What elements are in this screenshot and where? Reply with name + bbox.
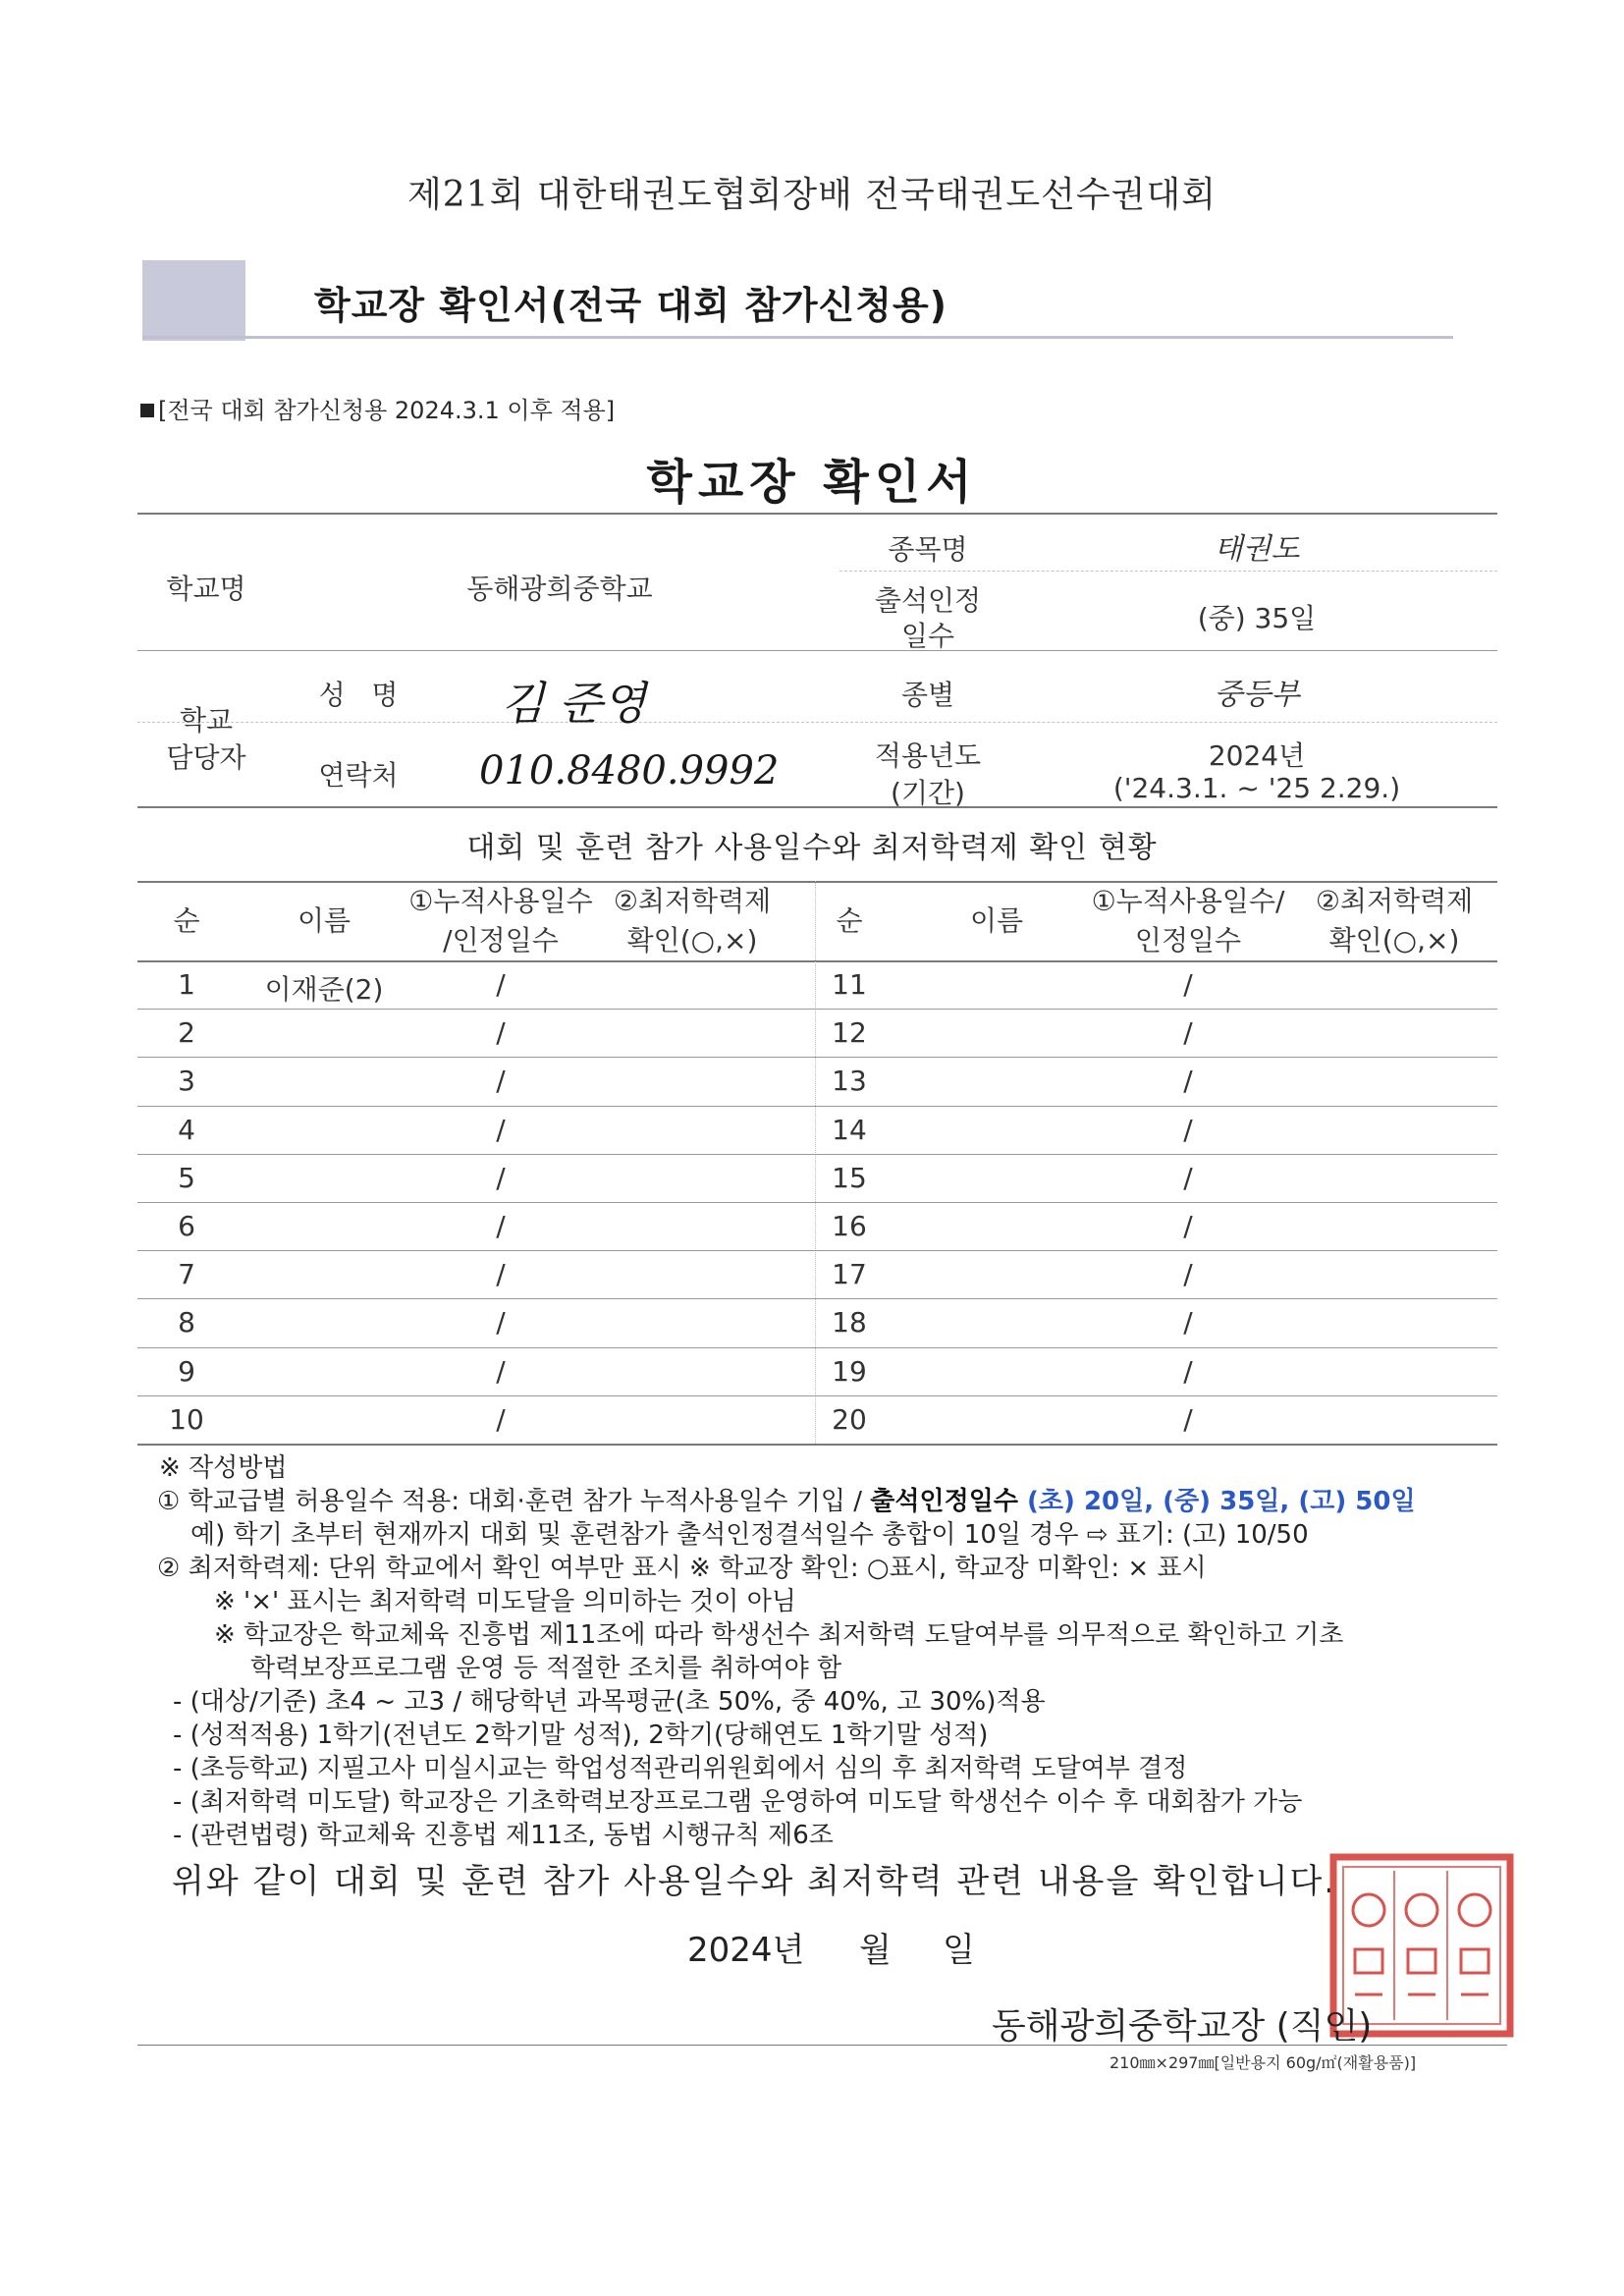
row-days-slash-right: /	[1183, 1016, 1193, 1050]
person-name-label: 성 명	[318, 679, 399, 711]
note-2-b-line2: 학력보장프로그램 운영 등 적절한 조치를 취하여야 함	[250, 1654, 842, 1683]
row-days-slash-right: /	[1183, 1258, 1193, 1291]
applicability-text: [전국 대회 참가신청용 2024.3.1 이후 적용]	[158, 397, 616, 424]
date-day: 일	[943, 1931, 975, 1970]
row-number-left: 7	[178, 1258, 195, 1291]
col-header-days-left-line1: ①누적사용일수	[408, 885, 593, 917]
col-header-min-left-line2: 확인(○,×)	[626, 924, 758, 957]
writing-instructions	[157, 1451, 1416, 1852]
col-header-name-right: 이름	[969, 904, 1024, 937]
row-number-right: 16	[832, 1210, 867, 1242]
division-value: 중등부	[1214, 678, 1300, 712]
band-title: 학교장 확인서(전국 대회 참가신청용)	[314, 284, 948, 327]
row-number-right: 20	[832, 1402, 867, 1436]
principal-name: 동해광희중학교장	[992, 2006, 1266, 2047]
col-header-days-right-line2: 인정일수	[1134, 924, 1242, 957]
row-days-slash-right: /	[1183, 1210, 1193, 1242]
row-days-slash-right: /	[1183, 1161, 1193, 1194]
col-header-days-left-line2: /인정일수	[443, 924, 559, 957]
paper-spec-note: 210㎜×297㎜[일반용지 60g/㎡(재활용품)]	[1110, 2053, 1417, 2072]
seal-mark: (직인)	[1275, 2006, 1373, 2047]
row-days-slash-left: /	[496, 1306, 506, 1339]
row-number-left: 3	[178, 1065, 195, 1098]
detail-1: - (대상/기준) 초4 ~ 고3 / 해당학년 과목평균(초 50%, 중 40%, 고 30%)적용	[173, 1687, 1046, 1717]
col-header-min-left-line1: ②최저학력제	[613, 885, 772, 917]
row-days-slash-right: /	[1183, 1113, 1193, 1146]
footer-rule	[137, 2045, 1507, 2046]
person-name-handwritten: 김 준영	[501, 677, 646, 730]
col-header-min-right-line1: ②최저학력제	[1315, 885, 1474, 917]
table-title: 대회 및 훈련 참가 사용일수와 최저학력제 확인 현황	[466, 831, 1158, 865]
table-row-rule	[137, 1347, 1497, 1348]
info-rule-1	[839, 571, 1497, 572]
row-number-right: 14	[832, 1113, 867, 1146]
year-value: 2024년	[1208, 739, 1306, 772]
principal-signature-line	[992, 1998, 1372, 2049]
table-row-rule	[137, 1009, 1497, 1010]
row-number-left: 10	[169, 1402, 204, 1436]
table-row-rule	[137, 1250, 1497, 1251]
period-value: ('24.3.1. ~ '25 2.29.)	[1112, 772, 1401, 804]
info-rule-2	[137, 650, 1497, 651]
col-header-no-right: 순	[836, 904, 863, 937]
detail-5: - (관련법령) 학교체육 진흥법 제11조, 동법 시행규칙 제6조	[173, 1821, 834, 1850]
detail-2: - (성적적용) 1학기(전년도 2학기말 성적), 2학기(당해연도 1학기말 성적)	[173, 1721, 989, 1750]
info-bottom-rule	[137, 806, 1497, 808]
row-number-right: 17	[832, 1258, 867, 1291]
detail-4: - (최저학력 미도달) 학교장은 기초학력보장프로그램 운영하여 미도달 학생선수 이수 후 대회참가 가능	[173, 1787, 1303, 1817]
division-label: 종별	[900, 679, 955, 711]
table-row-rule	[137, 1395, 1497, 1396]
title-band-rule	[142, 336, 1453, 339]
table-header-rule	[137, 960, 1497, 962]
row-days-slash-left: /	[496, 1016, 506, 1050]
detail-3: - (초등학교) 지필고사 미실시교는 학업성적관리위원회에서 심의 후 최저학력 도달여부 결정	[173, 1754, 1188, 1783]
notes-heading: ※ 작성방법	[159, 1453, 288, 1483]
note-2: ② 최저학력제: 단위 학교에서 확인 여부만 표시 ※ 학교장 확인: ○표시, 학교장 미확인: × 표시	[157, 1554, 1207, 1583]
square-bullet-icon	[140, 404, 154, 417]
info-top-rule	[137, 513, 1497, 515]
row-days-slash-right: /	[1183, 1065, 1193, 1098]
sport-label: 종목명	[888, 533, 968, 566]
form-title: 학교장 확인서	[646, 455, 978, 510]
col-header-days-right-line1: ①누적사용일수/	[1091, 885, 1285, 917]
sport-value: 태권도	[1214, 532, 1300, 567]
date-year: 2024년	[687, 1931, 805, 1970]
attendance-label-line2: 일수	[900, 620, 955, 652]
row-days-slash-left: /	[496, 1258, 506, 1291]
note-1-example: 예) 학기 초부터 현재까지 대회 및 훈련참가 출석인정결석일수 총합이 10일 경우 ⇨ 표기: (고) 10/50	[190, 1520, 1309, 1550]
row-number-right: 12	[832, 1016, 867, 1050]
attendance-label-line1: 출석인정	[874, 584, 982, 617]
year-label-line1: 적용년도	[874, 739, 982, 772]
row-name-left: 이재준(2)	[264, 973, 384, 1006]
row-days-slash-right: /	[1183, 1354, 1193, 1388]
row-number-right: 11	[832, 968, 867, 1001]
attendance-value: (중) 35일	[1197, 602, 1317, 634]
table-row-rule	[137, 1298, 1497, 1299]
year-label-line2: (기간)	[891, 777, 965, 809]
manager-label-line2: 담당자	[166, 741, 246, 774]
row-number-left: 6	[178, 1210, 195, 1242]
school-name-value: 동해광희중학교	[466, 573, 653, 605]
row-number-left: 4	[178, 1113, 195, 1146]
note-1-highlight: (초) 20일, (중) 35일, (고) 50일	[1017, 1487, 1416, 1516]
contact-label: 연락처	[318, 759, 399, 792]
row-number-right: 15	[832, 1161, 867, 1194]
applicability-note	[140, 391, 615, 425]
row-days-slash-right: /	[1183, 968, 1193, 1001]
table-bottom-rule	[137, 1444, 1497, 1446]
col-header-min-right-line2: 확인(○,×)	[1328, 924, 1460, 957]
row-days-slash-right: /	[1183, 1402, 1193, 1436]
row-number-left: 8	[178, 1306, 195, 1339]
table-row-rule	[137, 1057, 1497, 1058]
row-days-slash-left: /	[496, 1210, 506, 1242]
row-number-right: 18	[832, 1306, 867, 1339]
school-name-label: 학교명	[166, 573, 246, 605]
note-2-a: ※ '×' 표시는 최저학력 미도달을 의미하는 것이 아님	[214, 1587, 796, 1616]
row-number-left: 5	[178, 1161, 195, 1194]
row-days-slash-left: /	[496, 1354, 506, 1388]
note-1: ① 학교급별 허용일수 적용: 대회·훈련 참가 누적사용일수 기입 / 출석인정일수 (초) 20일, (중) 35일, (고) 50일	[157, 1487, 1416, 1516]
col-header-no-left: 순	[173, 904, 200, 937]
table-row-rule	[137, 1154, 1497, 1155]
confirmation-statement: 위와 같이 대회 및 훈련 참가 사용일수와 최저학력 관련 내용을 확인합니다.	[172, 1862, 1337, 1901]
row-days-slash-left: /	[496, 1113, 506, 1146]
row-number-left: 1	[178, 968, 195, 1001]
note-1-bold: 출석인정일수	[870, 1487, 1018, 1516]
event-title: 제21회 대한태권도협회장배 전국태권도선수권대회	[407, 175, 1217, 215]
row-number-left: 9	[178, 1354, 195, 1388]
row-days-slash-left: /	[496, 1065, 506, 1098]
table-row-rule	[137, 1202, 1497, 1203]
info-rule-3	[137, 722, 1497, 723]
col-header-name-left: 이름	[297, 904, 352, 937]
manager-label-line1: 학교	[179, 704, 234, 737]
date-month: 월	[859, 1931, 892, 1970]
table-row-rule	[137, 1106, 1497, 1107]
row-number-right: 13	[832, 1065, 867, 1098]
row-days-slash-right: /	[1183, 1306, 1193, 1339]
note-2-b-line1: ※ 학교장은 학교체육 진흥법 제11조에 따라 학생선수 최저학력 도달여부를 의무적으로 확인하고 기초	[214, 1620, 1344, 1650]
row-days-slash-left: /	[496, 1402, 506, 1436]
row-days-slash-left: /	[496, 968, 506, 1001]
row-days-slash-left: /	[496, 1161, 506, 1194]
title-band-accent	[142, 260, 245, 341]
contact-handwritten: 010.8480.9992	[479, 748, 780, 793]
row-number-right: 19	[832, 1354, 867, 1388]
row-number-left: 2	[178, 1016, 195, 1050]
